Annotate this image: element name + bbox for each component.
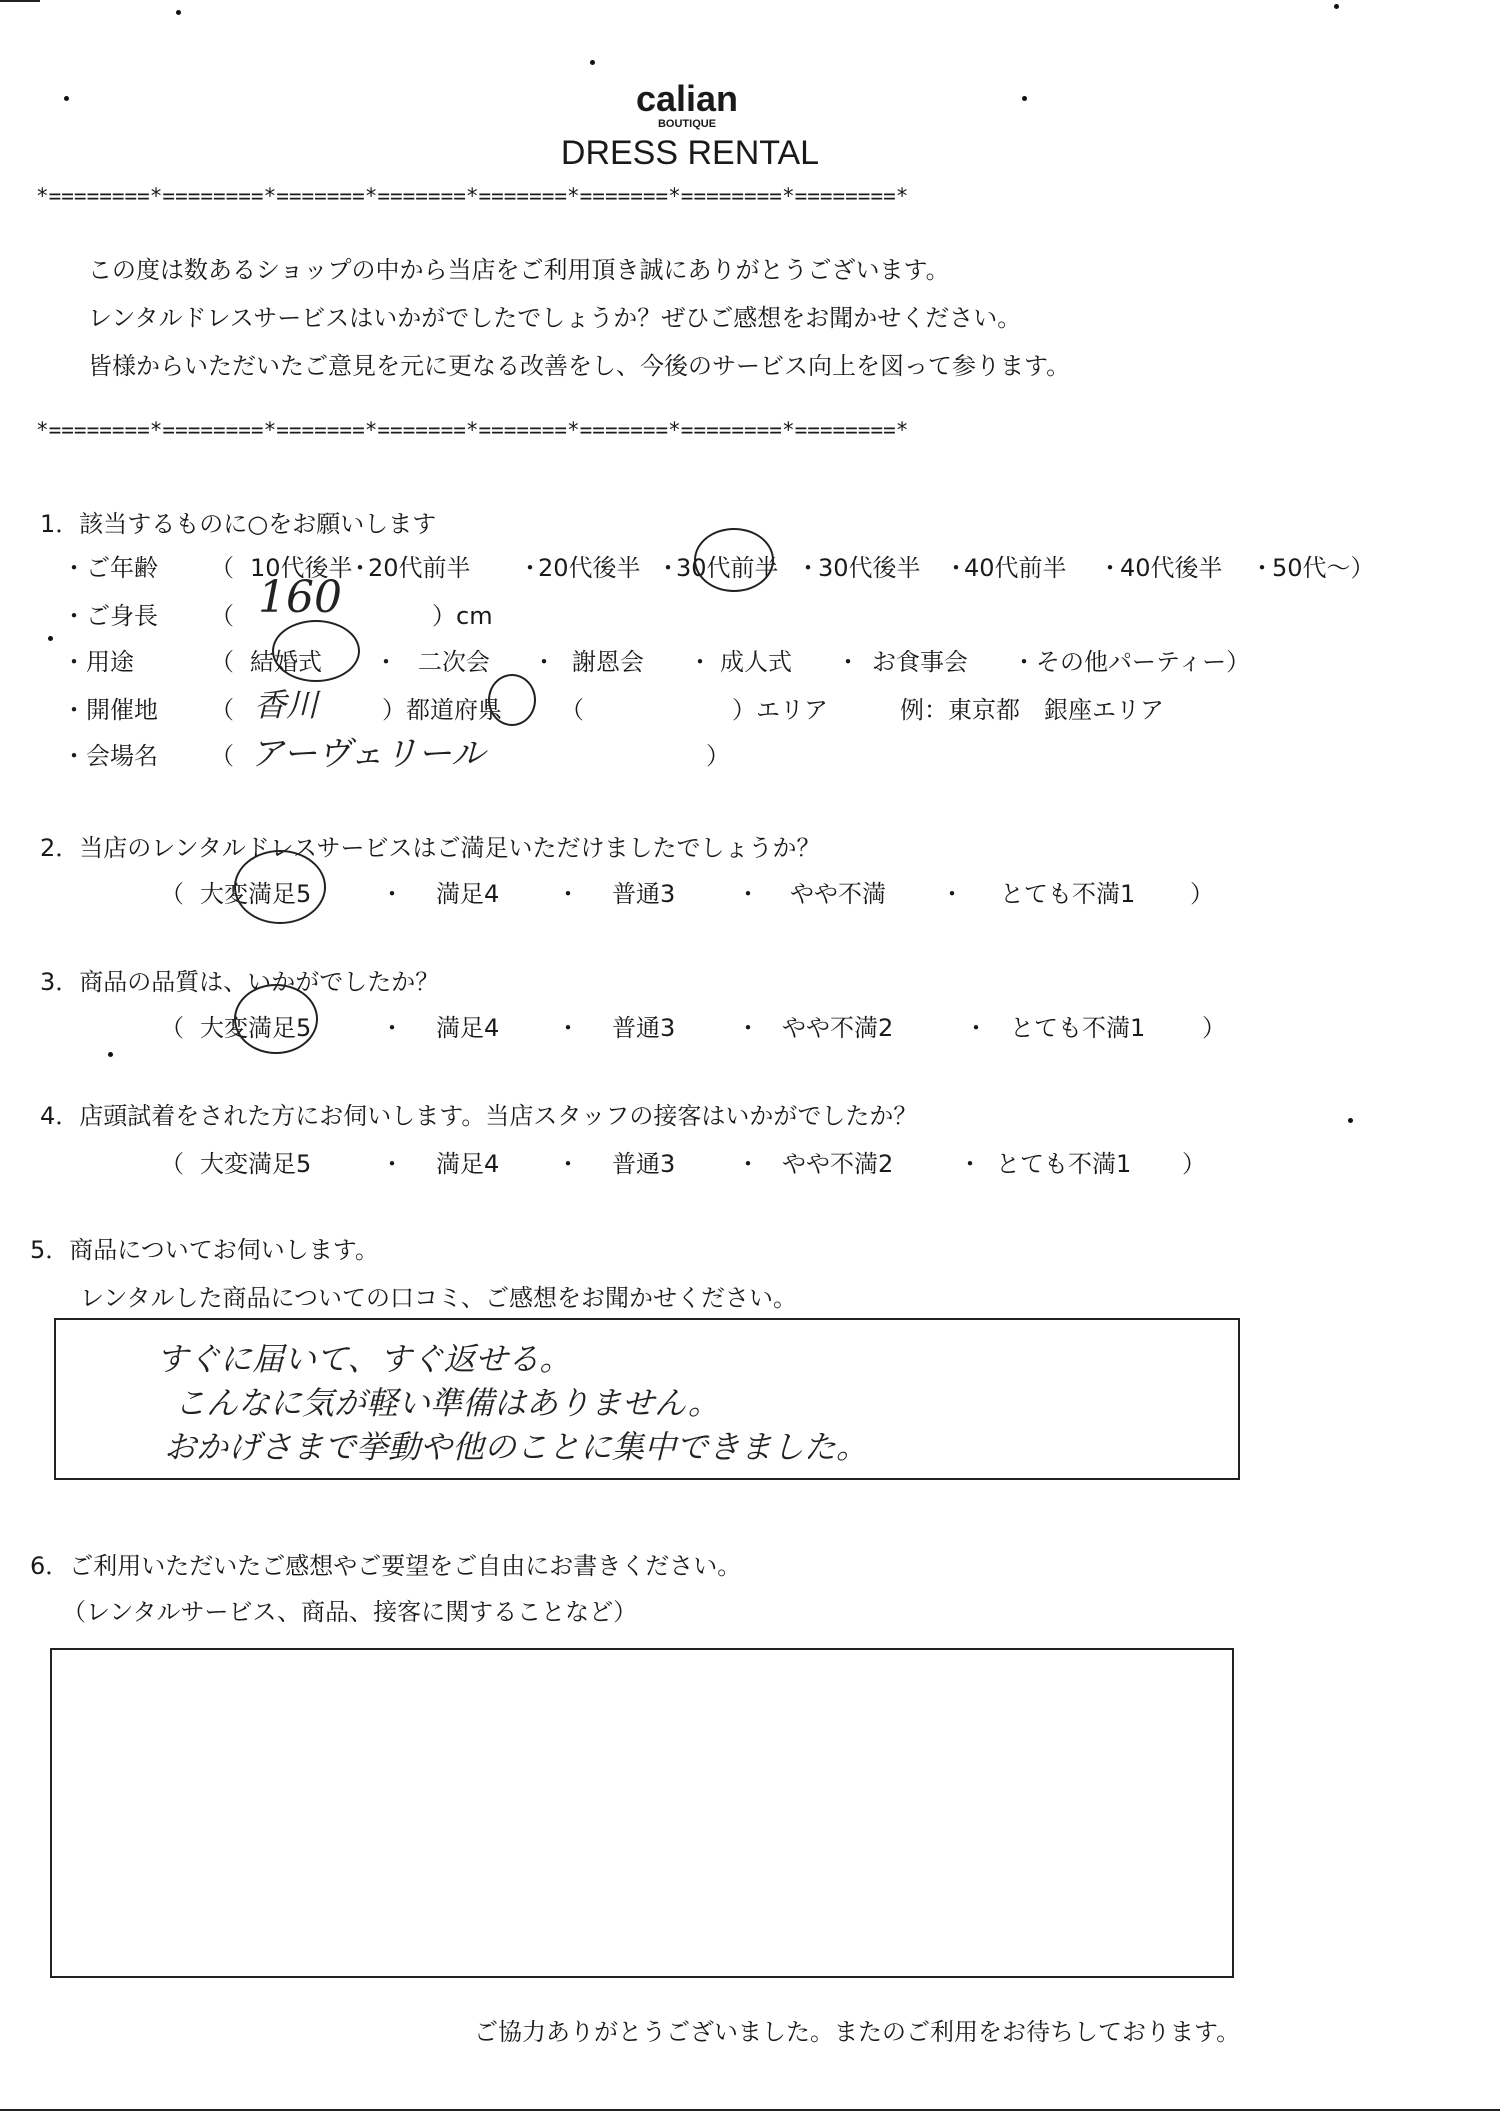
q5-answer-line: こんなに気が軽い準備はありません。 <box>174 1384 720 1422</box>
q4-title: 4．店頭試着をされた方にお伺いします。当店スタッフの接客はいかがでしたか？ <box>40 1102 918 1130</box>
venue-name-label: ・会場名 <box>62 742 158 770</box>
separator: ・ <box>688 648 712 676</box>
separator: ・ <box>964 1014 988 1042</box>
separator: ・ <box>796 554 820 582</box>
q2-title: 2．当店のレンタルドレスサービスはご満足いただけましたでしょうか？ <box>40 834 821 862</box>
age-option[interactable]: 20代前半 <box>368 554 471 582</box>
scan-speck <box>64 96 69 101</box>
selection-circle <box>488 674 536 726</box>
q3-option[interactable]: やや不満2 <box>782 1014 894 1042</box>
q4-open: （ <box>160 1150 184 1178</box>
q4-option[interactable]: 満足4 <box>436 1150 500 1178</box>
purpose-option[interactable]: 二次会 <box>418 648 490 676</box>
q3-close: ） <box>1202 1014 1226 1042</box>
age-option[interactable]: 10代後半 <box>250 554 353 582</box>
selection-circle <box>272 620 360 682</box>
separator: ・ <box>556 1150 580 1178</box>
separator: ・ <box>380 1014 404 1042</box>
q1-title: 1．該当するものに○をお願いします <box>40 510 437 538</box>
q5-subtitle: レンタルした商品についての口コミ、ご感想をお聞かせください。 <box>80 1284 797 1312</box>
q4-close: ） <box>1182 1150 1206 1178</box>
height-open: （ <box>210 602 234 630</box>
intro-line-3: 皆様からいただいたご意見を元に更なる改善をし、今後のサービス向上を図って参ります。 <box>88 352 1071 380</box>
purpose-option[interactable]: 謝恩会 <box>572 648 644 676</box>
q2-option[interactable]: やや不満 <box>790 880 886 908</box>
page-title: DRESS RENTAL <box>560 134 820 172</box>
age-option[interactable]: 40代前半 <box>964 554 1067 582</box>
q4-option[interactable]: 大変満足5 <box>200 1150 312 1178</box>
separator: ・ <box>736 880 760 908</box>
scan-speck <box>48 636 53 641</box>
purpose-option[interactable]: お食事会 <box>872 648 968 676</box>
venue-area-open: （ <box>210 696 234 724</box>
height-label: ・ご身長 <box>62 602 158 630</box>
prefecture-close: ）都道府県 <box>382 696 502 724</box>
scan-speck <box>108 1052 113 1057</box>
brand-logo: calian <box>635 78 739 119</box>
q5-answer-box[interactable] <box>54 1318 1240 1480</box>
separator: ・ <box>556 880 580 908</box>
age-option[interactable]: 20代後半 <box>538 554 641 582</box>
q2-open: （ <box>160 880 184 908</box>
selection-circle <box>234 850 326 924</box>
divider-bottom: *========*========*=======*=======*=======*=======*========*========* <box>36 418 909 442</box>
venue-name-value[interactable]: アーヴェリール <box>250 734 485 774</box>
purpose-option-selected[interactable]: 結婚式 <box>250 648 322 676</box>
age-option[interactable]: 40代後半 <box>1120 554 1223 582</box>
separator: ・ <box>656 554 680 582</box>
separator: ・ <box>532 648 556 676</box>
q4-option[interactable]: やや不満2 <box>782 1150 894 1178</box>
intro-line-1: この度は数あるショップの中から当店をご利用頂き誠にありがとうございます。 <box>88 256 950 284</box>
separator: ・ <box>348 554 372 582</box>
venue-name-open: （ <box>210 742 234 770</box>
q2-option[interactable]: 普通3 <box>612 880 676 908</box>
purpose-open: （ <box>210 648 234 676</box>
q4-option[interactable]: とても不満1 <box>996 1150 1132 1178</box>
separator: ・ <box>380 1150 404 1178</box>
q2-option[interactable]: 満足4 <box>436 880 500 908</box>
purpose-option[interactable]: その他パーティー） <box>1036 648 1251 676</box>
q2-close: ） <box>1190 880 1214 908</box>
age-option[interactable]: 30代後半 <box>818 554 921 582</box>
q6-title: 6．ご利用いただいたご感想やご要望をご自由にお書きください。 <box>30 1552 742 1580</box>
age-open: （ <box>210 554 234 582</box>
separator: ・ <box>374 648 398 676</box>
selection-circle <box>694 528 774 592</box>
q5-answer-line: おかげさまで挙動や他のことに集中できました。 <box>164 1428 869 1466</box>
q3-option[interactable]: 満足4 <box>436 1014 500 1042</box>
scan-speck <box>590 60 595 65</box>
separator: ・ <box>1012 648 1036 676</box>
q3-option-selected[interactable]: 大変満足5 <box>200 1014 312 1042</box>
separator: ・ <box>944 554 968 582</box>
scan-speck <box>1348 1118 1353 1123</box>
q5-answer-line: すぐに届いて、すぐ返せる。 <box>156 1340 572 1378</box>
q6-subtitle: （レンタルサービス、商品、接客に関することなど） <box>62 1598 638 1626</box>
brand-sub: BOUTIQUE <box>657 118 717 130</box>
separator: ・ <box>556 1014 580 1042</box>
separator: ・ <box>1098 554 1122 582</box>
q2-option[interactable]: とても不満1 <box>1000 880 1136 908</box>
height-close: ）cm <box>432 602 493 630</box>
selection-circle <box>234 984 318 1054</box>
age-option-selected[interactable]: 30代前半 <box>676 554 779 582</box>
q3-open: （ <box>160 1014 184 1042</box>
separator: ・ <box>736 1014 760 1042</box>
q5-title: 5．商品についてお伺いします。 <box>30 1236 379 1264</box>
separator: ・ <box>518 554 542 582</box>
page-bottom-line <box>0 2109 1500 2111</box>
area-open: （ <box>560 696 584 724</box>
separator: ・ <box>736 1150 760 1178</box>
scan-mark <box>0 0 40 2</box>
purpose-label: ・用途 <box>62 648 134 676</box>
separator: ・ <box>836 648 860 676</box>
height-value[interactable]: 160 <box>258 572 342 623</box>
prefecture-value[interactable]: 香川 <box>254 686 319 724</box>
separator: ・ <box>1250 554 1274 582</box>
area-close: ）エリア <box>732 696 828 724</box>
venue-name-close: ） <box>706 742 730 770</box>
q2-option-selected[interactable]: 大変満足5 <box>200 880 312 908</box>
separator: ・ <box>380 880 404 908</box>
age-label: ・ご年齢 <box>62 554 158 582</box>
q4-option[interactable]: 普通3 <box>612 1150 676 1178</box>
separator: ・ <box>958 1150 982 1178</box>
venue-area-label: ・開催地 <box>62 696 158 724</box>
q3-option[interactable]: とても不満1 <box>1010 1014 1146 1042</box>
footer-thanks: ご協力ありがとうございました。またのご利用をお待ちしております。 <box>474 2018 1241 2046</box>
separator: ・ <box>940 880 964 908</box>
q3-option[interactable]: 普通3 <box>612 1014 676 1042</box>
scan-speck <box>1022 96 1027 101</box>
divider-top: *========*========*=======*=======*=======*=======*========*========* <box>36 184 909 208</box>
purpose-option[interactable]: 成人式 <box>720 648 792 676</box>
area-example: 例：東京都 銀座エリア <box>900 696 1164 724</box>
q6-answer-box[interactable] <box>50 1648 1234 1978</box>
age-option[interactable]: 50代～） <box>1272 554 1375 582</box>
scan-speck <box>1334 4 1339 9</box>
scan-speck <box>176 10 181 15</box>
q3-title: 3．商品の品質は、いかがでしたか？ <box>40 968 440 996</box>
intro-line-2: レンタルドレスサービスはいかがでしたでしょうか？ぜひご感想をお聞かせください。 <box>88 304 1022 332</box>
